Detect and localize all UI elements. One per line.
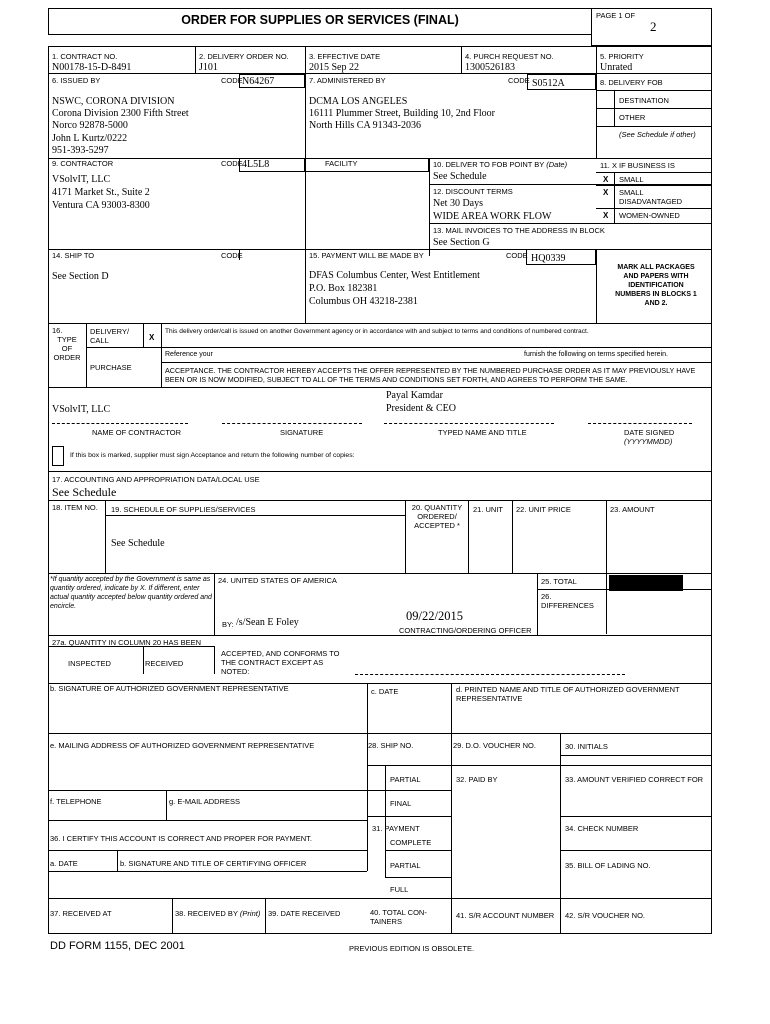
contract-no-label: 1. CONTRACT NO.	[52, 52, 118, 61]
page-label: PAGE 1 OF	[596, 11, 636, 20]
effective-date-value: 2015 Sep 22	[309, 62, 359, 73]
certify-label: 36. I CERTIFY THIS ACCOUNT IS CORRECT AND PROPER FOR PAYMENT.	[50, 834, 312, 843]
administered-line-2: 16111 Plummer Street, Building 10, 2nd Floor	[309, 108, 495, 119]
d-printed-name-label: d. PRINTED NAME AND TITLE OF AUTHORIZED GOVERNMENT REPRESENTATIVE	[456, 685, 680, 703]
partial-2-label: PARTIAL	[390, 861, 421, 870]
telephone-label: f. TELEPHONE	[50, 797, 102, 806]
acceptance-text: ACCEPTANCE. THE CONTRACTOR HEREBY ACCEPTS THE OFFER REPRESENTED BY THE NUMBERED PURCHASE ORDER AS IT MAY PREVIOUSLY HAVE BEEN OR IS NOW MODIFIED, SUBJECT TO ALL OF THE TERMS AND CONDITIONS SET FORTH, AND AGREES TO PERFORM THE SAME.	[165, 366, 696, 384]
schedule-value: See Schedule	[111, 538, 165, 549]
final-label: FINAL	[390, 799, 412, 808]
e-mailing-address-label: e. MAILING ADDRESS OF AUTHORIZED GOVERNMENT REPRESENTATIVE	[50, 741, 315, 750]
payment-line-1: DFAS Columbus Center, West Entitlement	[309, 270, 480, 281]
discount-terms-label: 12. DISCOUNT TERMS	[433, 187, 513, 196]
accounting-value: See Schedule	[52, 485, 117, 499]
form-number: DD FORM 1155, DEC 2001	[50, 940, 185, 952]
by-value: /s/Sean E Foley	[236, 617, 299, 628]
delivery-order-label: 2. DELIVERY ORDER NO.	[199, 52, 289, 61]
complete-label: COMPLETE	[390, 838, 432, 847]
mark-all-packages: MARK ALL PACKAGES AND PAPERS WITH IDENTIFICATION NUMBERS IN BLOCKS 1 AND 2.	[615, 264, 697, 307]
reference-your: Reference your	[165, 351, 213, 358]
received-by-label: 38. RECEIVED BY (Print)	[175, 909, 261, 918]
copies-note: If this box is marked, supplier must sign Acceptance and return the following number of copies:	[70, 452, 355, 459]
purch-request-value: 1300526183	[465, 62, 515, 73]
contractor-line-3: Ventura CA 93003-8300	[52, 200, 150, 211]
typed-name-value: Payal Kamdar	[386, 390, 443, 401]
payment-label: 15. PAYMENT WILL BE MADE BY	[309, 251, 424, 260]
small-business-check[interactable]: X	[603, 175, 609, 184]
women-owned-label: WOMEN-OWNED	[619, 211, 680, 220]
disadvantaged-label: SMALL DISADVANTAGED	[619, 188, 683, 206]
officer-date-value: 09/22/2015	[406, 609, 463, 623]
quantity-note: *If quantity accepted by the Government is same as quantity ordered, indicate by X. If different, enter actual quantity accepted below quantity ordered and encircle.	[50, 576, 212, 610]
administered-line-1: DCMA LOS ANGELES	[309, 96, 408, 107]
sr-account-label: 41. S/R ACCOUNT NUMBER	[456, 911, 555, 920]
date-signed-label: DATE SIGNED	[624, 428, 675, 437]
payment-line-3: Columbus OH 43218-2381	[309, 296, 418, 307]
effective-date-label: 3. EFFECTIVE DATE	[309, 52, 381, 61]
inspected-label: INSPECTED	[68, 659, 111, 668]
contract-no-value: N00178-15-D-8491	[52, 62, 132, 73]
issued-line-3: Norco 92878-5000	[52, 120, 128, 131]
priority-label: 5. PRIORITY	[600, 52, 644, 61]
priority-value: Unrated	[600, 62, 633, 73]
contractor-code-label: CODE	[221, 159, 243, 168]
business-label: 11. X IF BUSINESS IS	[600, 161, 675, 170]
administered-line-3: North Hills CA 91343-2036	[309, 120, 421, 131]
full-label: FULL	[390, 885, 409, 894]
issued-line-1: NSWC, CORONA DIVISION	[52, 96, 175, 107]
page-count: 2	[650, 19, 657, 34]
mail-invoices-value: See Section G	[433, 237, 490, 248]
ship-no-label: 28. SHIP NO.	[368, 741, 414, 750]
differences-label: 26. DIFFERENCES	[541, 592, 594, 610]
date-received-label: 39. DATE RECEIVED	[268, 909, 341, 918]
partial-label: PARTIAL	[390, 775, 421, 784]
received-at-label: 37. RECEIVED AT	[50, 909, 112, 918]
women-owned-check[interactable]: X	[603, 211, 609, 220]
contractor-line-1: VSolvIT, LLC	[52, 174, 111, 185]
bill-of-lading-label: 35. BILL OF LADING NO.	[565, 861, 651, 870]
schedule-header: 19. SCHEDULE OF SUPPLIES/SERVICES	[111, 505, 256, 514]
mail-invoices-label: 13. MAIL INVOICES TO THE ADDRESS IN BLOCK	[433, 226, 605, 235]
discount-line-1: Net 30 Days	[433, 198, 483, 209]
delivery-fob-label: 8. DELIVERY FOB	[600, 78, 663, 87]
quantity-header: 20. QUANTITY ORDERED/ ACCEPTED *	[411, 503, 463, 530]
deliver-fob-label: 10. DELIVER TO FOB POINT BY (Date)	[433, 160, 568, 169]
type-order-line-1: TYPE	[57, 335, 77, 344]
payment-code-value: HQ0339	[531, 253, 566, 264]
fob-other: OTHER	[619, 113, 646, 122]
administered-by-label: 7. ADMINISTERED BY	[309, 76, 386, 85]
amount-header: 23. AMOUNT	[610, 505, 655, 514]
type-order-line-3: ORDER	[53, 353, 81, 362]
type-order-line-2: OF	[61, 344, 73, 353]
delivery-call-label: DELIVERY/ CALL	[90, 327, 130, 345]
issued-by-label: 6. ISSUED BY	[52, 76, 101, 85]
ship-to-label: 14. SHIP TO	[52, 251, 95, 260]
administered-code-value: S0512A	[532, 78, 565, 89]
date-format-label: (YYYYMMDD)	[624, 437, 673, 446]
form-frame	[48, 46, 712, 934]
c-date-label: c. DATE	[371, 687, 399, 696]
by-label: BY:	[222, 620, 234, 629]
unit-header: 21. UNIT	[473, 505, 504, 514]
purchase-label: PURCHASE	[90, 363, 132, 372]
copies-checkbox[interactable]	[52, 446, 64, 466]
total-label: 25. TOTAL	[541, 577, 577, 586]
ship-to-value: See Section D	[52, 271, 109, 282]
facility-label: FACILITY	[325, 159, 358, 168]
disadvantaged-check[interactable]: X	[603, 188, 609, 197]
type-order-num: 16.	[52, 326, 63, 335]
delivery-call-text: This delivery order/call is issued on another Government agency or in accordance with and subject to terms and conditions of numbered contract.	[165, 328, 589, 335]
accepted-conforms-label: ACCEPTED, AND CONFORMS TO THE CONTRACT EXCEPT AS NOTED:	[221, 649, 340, 676]
issued-line-5: 951-393-5297	[52, 145, 109, 156]
administered-code-label: CODE	[508, 76, 530, 85]
contractor-code-value: 4L5L8	[242, 159, 270, 170]
unit-price-header: 22. UNIT PRICE	[516, 505, 571, 514]
b-certifying-label: b. SIGNATURE AND TITLE OF CERTIFYING OFFICER	[120, 859, 307, 868]
delivery-call-check[interactable]: X	[149, 333, 155, 342]
item-no-header: 18. ITEM NO.	[52, 503, 98, 512]
typed-title-value: President & CEO	[386, 403, 456, 414]
received-label: RECEIVED	[145, 659, 184, 668]
voucher-no-label: 29. D.O. VOUCHER NO.	[453, 741, 536, 750]
payment-code-label: CODE	[506, 251, 528, 260]
gov-rep-signature-label: b. SIGNATURE OF AUTHORIZED GOVERNMENT REPRESENTATIVE	[50, 684, 289, 693]
officer-label: CONTRACTING/ORDERING OFFICER	[399, 626, 532, 635]
discount-line-2: WIDE AREA WORK FLOW	[433, 211, 552, 222]
payment-line-2: P.O. Box 182381	[309, 283, 378, 294]
fob-destination: DESTINATION	[619, 96, 669, 105]
initials-label: 30. INITIALS	[565, 742, 608, 751]
contractor-label: 9. CONTRACTOR	[52, 159, 114, 168]
paid-by-label: 32. PAID BY	[456, 775, 498, 784]
name-of-contractor-label: NAME OF CONTRACTOR	[92, 428, 182, 437]
furnish-text: furnish the following on terms specified herein.	[524, 351, 668, 358]
previous-edition-note: PREVIOUS EDITION IS OBSOLETE.	[349, 944, 475, 953]
issued-line-2: Corona Division 2300 Fifth Street	[52, 108, 189, 119]
small-business-label: SMALL	[619, 175, 644, 184]
typed-name-label: TYPED NAME AND TITLE	[438, 428, 527, 437]
usa-label: 24. UNITED STATES OF AMERICA	[218, 576, 337, 585]
sr-voucher-label: 42. S/R VOUCHER NO.	[565, 911, 646, 920]
total-containers-label: 40. TOTAL CON-TAINERS	[370, 908, 427, 926]
a-date-label: a. DATE	[50, 859, 78, 868]
amount-verified-label: 33. AMOUNT VERIFIED CORRECT FOR	[565, 775, 704, 784]
qty-col20-label: 27a. QUANTITY IN COLUMN 20 HAS BEEN	[52, 638, 202, 647]
contractor-name-value: VSolvIT, LLC	[52, 404, 111, 415]
issued-code-label: CODE	[221, 76, 243, 85]
fob-schedule-note: (See Schedule if other)	[619, 130, 696, 139]
form-title: ORDER FOR SUPPLIES OR SERVICES (FINAL)	[181, 13, 459, 27]
accounting-label: 17. ACCOUNTING AND APPROPRIATION DATA/LOCAL USE	[52, 475, 260, 484]
signature-label: SIGNATURE	[280, 428, 324, 437]
payment-31-label: 31. PAYMENT	[372, 824, 420, 833]
issued-code-value: N64267	[242, 76, 275, 87]
delivery-order-value: J101	[199, 62, 218, 73]
deliver-fob-value: See Schedule	[433, 171, 487, 182]
check-number-label: 34. CHECK NUMBER	[565, 824, 639, 833]
ship-to-code-label: CODE	[221, 251, 243, 260]
purch-request-label: 4. PURCH REQUEST NO.	[465, 52, 554, 61]
facility-box	[305, 158, 429, 172]
email-label: g. E-MAIL ADDRESS	[169, 797, 240, 806]
contractor-line-2: 4171 Market St., Suite 2	[52, 187, 150, 198]
issued-line-4: John L Kurtz/0222	[52, 133, 128, 144]
